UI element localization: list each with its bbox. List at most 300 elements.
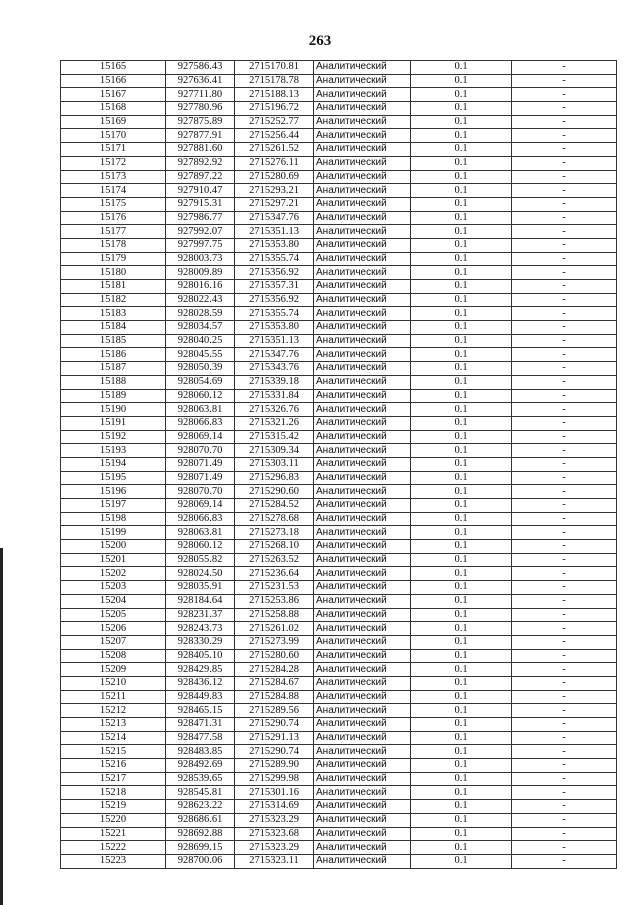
note-cell: - bbox=[512, 485, 617, 499]
x-coordinate-cell: 928035.91 bbox=[166, 581, 235, 595]
point-number-cell: 15200 bbox=[61, 540, 166, 554]
table-row bbox=[61, 704, 617, 718]
method-cell: Аналитический bbox=[314, 745, 411, 759]
precision-cell: 0.1 bbox=[411, 567, 512, 581]
y-coordinate-cell: 2715355.74 bbox=[235, 307, 314, 321]
precision-cell: 0.1 bbox=[411, 663, 512, 677]
note-cell: - bbox=[512, 471, 617, 485]
note-cell: - bbox=[512, 813, 617, 827]
x-coordinate-cell: 927986.77 bbox=[166, 211, 235, 225]
table-row bbox=[61, 321, 617, 335]
note-cell: - bbox=[512, 197, 617, 211]
method-cell: Аналитический bbox=[314, 540, 411, 554]
method-cell: Аналитический bbox=[314, 61, 411, 75]
x-coordinate-cell: 928050.39 bbox=[166, 362, 235, 376]
precision-cell: 0.1 bbox=[411, 635, 512, 649]
point-number-cell: 15173 bbox=[61, 170, 166, 184]
x-coordinate-cell: 928231.37 bbox=[166, 608, 235, 622]
x-coordinate-cell: 928539.65 bbox=[166, 772, 235, 786]
x-coordinate-cell: 928436.12 bbox=[166, 676, 235, 690]
y-coordinate-cell: 2715323.29 bbox=[235, 841, 314, 855]
method-cell: Аналитический bbox=[314, 581, 411, 595]
method-cell: Аналитический bbox=[314, 170, 411, 184]
precision-cell: 0.1 bbox=[411, 74, 512, 88]
point-number-cell: 15181 bbox=[61, 280, 166, 294]
table-row bbox=[61, 649, 617, 663]
x-coordinate-cell: 928623.22 bbox=[166, 800, 235, 814]
note-cell: - bbox=[512, 348, 617, 362]
x-coordinate-cell: 927636.41 bbox=[166, 74, 235, 88]
table-row bbox=[61, 102, 617, 116]
note-cell: - bbox=[512, 238, 617, 252]
precision-cell: 0.1 bbox=[411, 690, 512, 704]
y-coordinate-cell: 2715231.53 bbox=[235, 581, 314, 595]
point-number-cell: 15211 bbox=[61, 690, 166, 704]
note-cell: - bbox=[512, 635, 617, 649]
precision-cell: 0.1 bbox=[411, 266, 512, 280]
point-number-cell: 15218 bbox=[61, 786, 166, 800]
y-coordinate-cell: 2715276.11 bbox=[235, 156, 314, 170]
point-number-cell: 15187 bbox=[61, 362, 166, 376]
point-number-cell: 15183 bbox=[61, 307, 166, 321]
table-row bbox=[61, 512, 617, 526]
table-row bbox=[61, 827, 617, 841]
precision-cell: 0.1 bbox=[411, 184, 512, 198]
y-coordinate-cell: 2715284.67 bbox=[235, 676, 314, 690]
point-number-cell: 15203 bbox=[61, 581, 166, 595]
method-cell: Аналитический bbox=[314, 786, 411, 800]
note-cell: - bbox=[512, 430, 617, 444]
precision-cell: 0.1 bbox=[411, 540, 512, 554]
point-number-cell: 15191 bbox=[61, 416, 166, 430]
point-number-cell: 15170 bbox=[61, 129, 166, 143]
method-cell: Аналитический bbox=[314, 827, 411, 841]
y-coordinate-cell: 2715331.84 bbox=[235, 389, 314, 403]
method-cell: Аналитический bbox=[314, 252, 411, 266]
x-coordinate-cell: 927881.60 bbox=[166, 143, 235, 157]
x-coordinate-cell: 927875.89 bbox=[166, 115, 235, 129]
table-row bbox=[61, 581, 617, 595]
y-coordinate-cell: 2715284.52 bbox=[235, 499, 314, 513]
x-coordinate-cell: 928471.31 bbox=[166, 718, 235, 732]
note-cell: - bbox=[512, 663, 617, 677]
table-row bbox=[61, 800, 617, 814]
page-number: 263 bbox=[308, 33, 332, 49]
precision-cell: 0.1 bbox=[411, 102, 512, 116]
y-coordinate-cell: 2715261.52 bbox=[235, 143, 314, 157]
precision-cell: 0.1 bbox=[411, 252, 512, 266]
note-cell: - bbox=[512, 512, 617, 526]
note-cell: - bbox=[512, 252, 617, 266]
method-cell: Аналитический bbox=[314, 444, 411, 458]
method-cell: Аналитический bbox=[314, 854, 411, 868]
note-cell: - bbox=[512, 553, 617, 567]
note-cell: - bbox=[512, 841, 617, 855]
y-coordinate-cell: 2715170.81 bbox=[235, 61, 314, 75]
y-coordinate-cell: 2715291.13 bbox=[235, 731, 314, 745]
x-coordinate-cell: 928040.25 bbox=[166, 334, 235, 348]
x-coordinate-cell: 928449.83 bbox=[166, 690, 235, 704]
table-row bbox=[61, 170, 617, 184]
point-number-cell: 15213 bbox=[61, 718, 166, 732]
y-coordinate-cell: 2715273.99 bbox=[235, 635, 314, 649]
note-cell: - bbox=[512, 129, 617, 143]
x-coordinate-cell: 928692.88 bbox=[166, 827, 235, 841]
method-cell: Аналитический bbox=[314, 266, 411, 280]
x-coordinate-cell: 928700.06 bbox=[166, 854, 235, 868]
point-number-cell: 15198 bbox=[61, 512, 166, 526]
table-row bbox=[61, 499, 617, 513]
table-row bbox=[61, 362, 617, 376]
note-cell: - bbox=[512, 389, 617, 403]
precision-cell: 0.1 bbox=[411, 362, 512, 376]
point-number-cell: 15222 bbox=[61, 841, 166, 855]
note-cell: - bbox=[512, 403, 617, 417]
method-cell: Аналитический bbox=[314, 375, 411, 389]
table-row bbox=[61, 745, 617, 759]
y-coordinate-cell: 2715290.74 bbox=[235, 718, 314, 732]
method-cell: Аналитический bbox=[314, 485, 411, 499]
table-row bbox=[61, 567, 617, 581]
y-coordinate-cell: 2715351.13 bbox=[235, 334, 314, 348]
y-coordinate-cell: 2715351.13 bbox=[235, 225, 314, 239]
table-row bbox=[61, 786, 617, 800]
x-coordinate-cell: 928066.83 bbox=[166, 416, 235, 430]
method-cell: Аналитический bbox=[314, 88, 411, 102]
x-coordinate-cell: 928045.55 bbox=[166, 348, 235, 362]
method-cell: Аналитический bbox=[314, 567, 411, 581]
note-cell: - bbox=[512, 704, 617, 718]
table-row bbox=[61, 676, 617, 690]
y-coordinate-cell: 2715268.10 bbox=[235, 540, 314, 554]
x-coordinate-cell: 927892.92 bbox=[166, 156, 235, 170]
table-row bbox=[61, 280, 617, 294]
y-coordinate-cell: 2715347.76 bbox=[235, 211, 314, 225]
precision-cell: 0.1 bbox=[411, 156, 512, 170]
y-coordinate-cell: 2715321.26 bbox=[235, 416, 314, 430]
point-number-cell: 15223 bbox=[61, 854, 166, 868]
scan-edge-bar bbox=[0, 548, 3, 905]
point-number-cell: 15197 bbox=[61, 499, 166, 513]
x-coordinate-cell: 928492.69 bbox=[166, 759, 235, 773]
y-coordinate-cell: 2715252.77 bbox=[235, 115, 314, 129]
table-row bbox=[61, 594, 617, 608]
table-row bbox=[61, 334, 617, 348]
method-cell: Аналитический bbox=[314, 690, 411, 704]
y-coordinate-cell: 2715299.98 bbox=[235, 772, 314, 786]
table-row bbox=[61, 88, 617, 102]
method-cell: Аналитический bbox=[314, 676, 411, 690]
y-coordinate-cell: 2715323.68 bbox=[235, 827, 314, 841]
y-coordinate-cell: 2715355.74 bbox=[235, 252, 314, 266]
method-cell: Аналитический bbox=[314, 197, 411, 211]
x-coordinate-cell: 928545.81 bbox=[166, 786, 235, 800]
x-coordinate-cell: 927915.31 bbox=[166, 197, 235, 211]
precision-cell: 0.1 bbox=[411, 499, 512, 513]
y-coordinate-cell: 2715280.60 bbox=[235, 649, 314, 663]
note-cell: - bbox=[512, 321, 617, 335]
y-coordinate-cell: 2715178.78 bbox=[235, 74, 314, 88]
table-row bbox=[61, 444, 617, 458]
table-row bbox=[61, 197, 617, 211]
x-coordinate-cell: 927711.80 bbox=[166, 88, 235, 102]
x-coordinate-cell: 927897.22 bbox=[166, 170, 235, 184]
table-row bbox=[61, 184, 617, 198]
point-number-cell: 15171 bbox=[61, 143, 166, 157]
y-coordinate-cell: 2715303.11 bbox=[235, 457, 314, 471]
table-row bbox=[61, 389, 617, 403]
y-coordinate-cell: 2715353.80 bbox=[235, 238, 314, 252]
note-cell: - bbox=[512, 280, 617, 294]
x-coordinate-cell: 928070.70 bbox=[166, 444, 235, 458]
method-cell: Аналитический bbox=[314, 225, 411, 239]
precision-cell: 0.1 bbox=[411, 759, 512, 773]
x-coordinate-cell: 928699.15 bbox=[166, 841, 235, 855]
x-coordinate-cell: 927992.07 bbox=[166, 225, 235, 239]
table-row bbox=[61, 266, 617, 280]
y-coordinate-cell: 2715323.29 bbox=[235, 813, 314, 827]
x-coordinate-cell: 928066.83 bbox=[166, 512, 235, 526]
point-number-cell: 15214 bbox=[61, 731, 166, 745]
point-number-cell: 15166 bbox=[61, 74, 166, 88]
coordinates-table bbox=[60, 60, 617, 869]
method-cell: Аналитический bbox=[314, 813, 411, 827]
note-cell: - bbox=[512, 88, 617, 102]
method-cell: Аналитический bbox=[314, 129, 411, 143]
point-number-cell: 15219 bbox=[61, 800, 166, 814]
note-cell: - bbox=[512, 772, 617, 786]
method-cell: Аналитический bbox=[314, 102, 411, 116]
method-cell: Аналитический bbox=[314, 280, 411, 294]
x-coordinate-cell: 928071.49 bbox=[166, 471, 235, 485]
note-cell: - bbox=[512, 362, 617, 376]
precision-cell: 0.1 bbox=[411, 129, 512, 143]
y-coordinate-cell: 2715278.68 bbox=[235, 512, 314, 526]
method-cell: Аналитический bbox=[314, 389, 411, 403]
precision-cell: 0.1 bbox=[411, 280, 512, 294]
precision-cell: 0.1 bbox=[411, 211, 512, 225]
precision-cell: 0.1 bbox=[411, 143, 512, 157]
note-cell: - bbox=[512, 293, 617, 307]
point-number-cell: 15178 bbox=[61, 238, 166, 252]
note-cell: - bbox=[512, 526, 617, 540]
point-number-cell: 15182 bbox=[61, 293, 166, 307]
y-coordinate-cell: 2715347.76 bbox=[235, 348, 314, 362]
y-coordinate-cell: 2715263.52 bbox=[235, 553, 314, 567]
y-coordinate-cell: 2715253.86 bbox=[235, 594, 314, 608]
table-row bbox=[61, 690, 617, 704]
note-cell: - bbox=[512, 115, 617, 129]
precision-cell: 0.1 bbox=[411, 307, 512, 321]
precision-cell: 0.1 bbox=[411, 800, 512, 814]
precision-cell: 0.1 bbox=[411, 471, 512, 485]
precision-cell: 0.1 bbox=[411, 334, 512, 348]
point-number-cell: 15192 bbox=[61, 430, 166, 444]
note-cell: - bbox=[512, 74, 617, 88]
x-coordinate-cell: 928063.81 bbox=[166, 403, 235, 417]
method-cell: Аналитический bbox=[314, 718, 411, 732]
table-row bbox=[61, 663, 617, 677]
point-number-cell: 15177 bbox=[61, 225, 166, 239]
table-row bbox=[61, 430, 617, 444]
note-cell: - bbox=[512, 307, 617, 321]
table-row bbox=[61, 854, 617, 868]
y-coordinate-cell: 2715289.56 bbox=[235, 704, 314, 718]
method-cell: Аналитический bbox=[314, 594, 411, 608]
note-cell: - bbox=[512, 211, 617, 225]
method-cell: Аналитический bbox=[314, 841, 411, 855]
precision-cell: 0.1 bbox=[411, 526, 512, 540]
x-coordinate-cell: 927910.47 bbox=[166, 184, 235, 198]
point-number-cell: 15188 bbox=[61, 375, 166, 389]
note-cell: - bbox=[512, 540, 617, 554]
y-coordinate-cell: 2715188.13 bbox=[235, 88, 314, 102]
method-cell: Аналитический bbox=[314, 321, 411, 335]
table-row bbox=[61, 471, 617, 485]
y-coordinate-cell: 2715339.18 bbox=[235, 375, 314, 389]
note-cell: - bbox=[512, 457, 617, 471]
precision-cell: 0.1 bbox=[411, 430, 512, 444]
note-cell: - bbox=[512, 759, 617, 773]
point-number-cell: 15206 bbox=[61, 622, 166, 636]
point-number-cell: 15205 bbox=[61, 608, 166, 622]
y-coordinate-cell: 2715326.76 bbox=[235, 403, 314, 417]
point-number-cell: 15194 bbox=[61, 457, 166, 471]
x-coordinate-cell: 928055.82 bbox=[166, 553, 235, 567]
table-row bbox=[61, 718, 617, 732]
note-cell: - bbox=[512, 581, 617, 595]
method-cell: Аналитический bbox=[314, 499, 411, 513]
point-number-cell: 15190 bbox=[61, 403, 166, 417]
note-cell: - bbox=[512, 567, 617, 581]
method-cell: Аналитический bbox=[314, 416, 411, 430]
y-coordinate-cell: 2715196.72 bbox=[235, 102, 314, 116]
y-coordinate-cell: 2715296.83 bbox=[235, 471, 314, 485]
note-cell: - bbox=[512, 786, 617, 800]
point-number-cell: 15207 bbox=[61, 635, 166, 649]
note-cell: - bbox=[512, 444, 617, 458]
precision-cell: 0.1 bbox=[411, 416, 512, 430]
x-coordinate-cell: 928069.14 bbox=[166, 430, 235, 444]
method-cell: Аналитический bbox=[314, 184, 411, 198]
y-coordinate-cell: 2715236.64 bbox=[235, 567, 314, 581]
x-coordinate-cell: 928024.50 bbox=[166, 567, 235, 581]
x-coordinate-cell: 928429.85 bbox=[166, 663, 235, 677]
point-number-cell: 15217 bbox=[61, 772, 166, 786]
point-number-cell: 15196 bbox=[61, 485, 166, 499]
note-cell: - bbox=[512, 184, 617, 198]
method-cell: Аналитический bbox=[314, 622, 411, 636]
table-row bbox=[61, 841, 617, 855]
method-cell: Аналитический bbox=[314, 512, 411, 526]
precision-cell: 0.1 bbox=[411, 594, 512, 608]
table-row bbox=[61, 115, 617, 129]
table-row bbox=[61, 540, 617, 554]
x-coordinate-cell: 928477.58 bbox=[166, 731, 235, 745]
note-cell: - bbox=[512, 416, 617, 430]
point-number-cell: 15179 bbox=[61, 252, 166, 266]
precision-cell: 0.1 bbox=[411, 581, 512, 595]
precision-cell: 0.1 bbox=[411, 718, 512, 732]
method-cell: Аналитический bbox=[314, 649, 411, 663]
point-number-cell: 15186 bbox=[61, 348, 166, 362]
table-row bbox=[61, 416, 617, 430]
point-number-cell: 15175 bbox=[61, 197, 166, 211]
point-number-cell: 15169 bbox=[61, 115, 166, 129]
y-coordinate-cell: 2715343.76 bbox=[235, 362, 314, 376]
x-coordinate-cell: 928060.12 bbox=[166, 540, 235, 554]
method-cell: Аналитический bbox=[314, 348, 411, 362]
y-coordinate-cell: 2715297.21 bbox=[235, 197, 314, 211]
point-number-cell: 15193 bbox=[61, 444, 166, 458]
table-row bbox=[61, 622, 617, 636]
method-cell: Аналитический bbox=[314, 211, 411, 225]
x-coordinate-cell: 928405.10 bbox=[166, 649, 235, 663]
precision-cell: 0.1 bbox=[411, 389, 512, 403]
table-row bbox=[61, 156, 617, 170]
precision-cell: 0.1 bbox=[411, 225, 512, 239]
table-row bbox=[61, 74, 617, 88]
table-row bbox=[61, 457, 617, 471]
x-coordinate-cell: 927997.75 bbox=[166, 238, 235, 252]
method-cell: Аналитический bbox=[314, 293, 411, 307]
point-number-cell: 15220 bbox=[61, 813, 166, 827]
x-coordinate-cell: 928016.16 bbox=[166, 280, 235, 294]
point-number-cell: 15174 bbox=[61, 184, 166, 198]
note-cell: - bbox=[512, 690, 617, 704]
point-number-cell: 15212 bbox=[61, 704, 166, 718]
y-coordinate-cell: 2715315.42 bbox=[235, 430, 314, 444]
point-number-cell: 15168 bbox=[61, 102, 166, 116]
precision-cell: 0.1 bbox=[411, 170, 512, 184]
table-row bbox=[61, 553, 617, 567]
method-cell: Аналитический bbox=[314, 403, 411, 417]
x-coordinate-cell: 927877.91 bbox=[166, 129, 235, 143]
table-row bbox=[61, 252, 617, 266]
x-coordinate-cell: 928184.64 bbox=[166, 594, 235, 608]
note-cell: - bbox=[512, 594, 617, 608]
y-coordinate-cell: 2715356.92 bbox=[235, 266, 314, 280]
note-cell: - bbox=[512, 745, 617, 759]
y-coordinate-cell: 2715353.80 bbox=[235, 321, 314, 335]
note-cell: - bbox=[512, 731, 617, 745]
coordinates-table-body bbox=[61, 61, 617, 869]
method-cell: Аналитический bbox=[314, 143, 411, 157]
y-coordinate-cell: 2715261.02 bbox=[235, 622, 314, 636]
precision-cell: 0.1 bbox=[411, 115, 512, 129]
note-cell: - bbox=[512, 225, 617, 239]
y-coordinate-cell: 2715293.21 bbox=[235, 184, 314, 198]
method-cell: Аналитический bbox=[314, 115, 411, 129]
method-cell: Аналитический bbox=[314, 800, 411, 814]
precision-cell: 0.1 bbox=[411, 197, 512, 211]
table-row bbox=[61, 772, 617, 786]
point-number-cell: 15185 bbox=[61, 334, 166, 348]
y-coordinate-cell: 2715280.69 bbox=[235, 170, 314, 184]
table-row bbox=[61, 813, 617, 827]
method-cell: Аналитический bbox=[314, 457, 411, 471]
x-coordinate-cell: 928069.14 bbox=[166, 499, 235, 513]
y-coordinate-cell: 2715258.88 bbox=[235, 608, 314, 622]
y-coordinate-cell: 2715273.18 bbox=[235, 526, 314, 540]
precision-cell: 0.1 bbox=[411, 321, 512, 335]
note-cell: - bbox=[512, 800, 617, 814]
method-cell: Аналитический bbox=[314, 772, 411, 786]
precision-cell: 0.1 bbox=[411, 375, 512, 389]
x-coordinate-cell: 928071.49 bbox=[166, 457, 235, 471]
method-cell: Аналитический bbox=[314, 307, 411, 321]
table-row bbox=[61, 635, 617, 649]
